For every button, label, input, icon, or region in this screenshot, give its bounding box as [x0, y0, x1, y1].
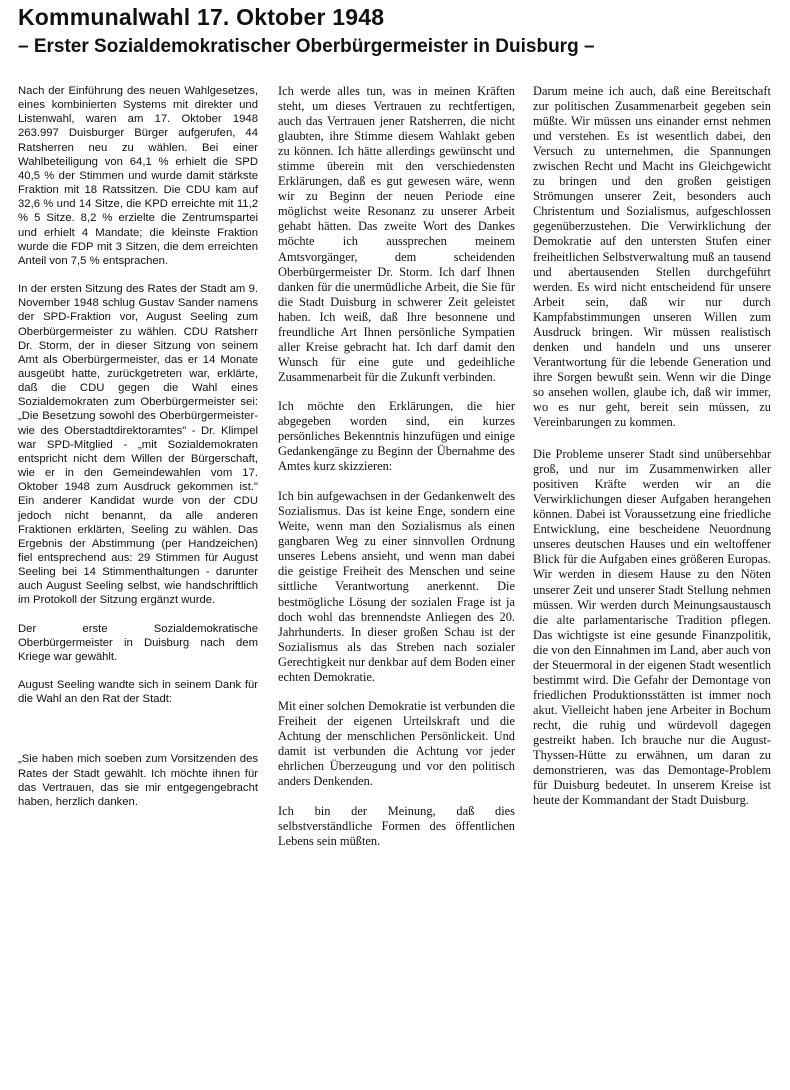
- column-3: [533, 84, 771, 808]
- paragraph-election-results: Nach der Einführung des neuen Wahlgesetzes, eines kombinierten Systems mit direkter und Listenwahl, waren am 17. Oktober 1948 263.997 Duisburger Bürger aufgerufen, 44 Ratsherren neu zu wählen. Bei einer Wahlbeteiligung von 64,1 % erhielt die SPD 40,5 % der Stimmen und wurde damit stärkste Fraktion mit 18 Ratssitzen. Die CDU kam auf 32,6 % und 14 Sitze, die KPD erreichte mit 11,2 % 5 Sitze. 8,2 % erzielte die Zentrumspartei und erhielt 4 Mandate; die kleinste Fraktion wurde die FDP mit 3 Sitzen, die dem erreichten Anteil von 7,5 % entsprachen.: [18, 85, 258, 267]
- paragraph-first-session: In der ersten Sitzung des Rates der Stadt am 9. November 1948 schlug Gustav Sander namens der SPD-Fraktion vor, August Seeling zum Oberbürgermeister zu wählen. CDU Ratsherr Dr. Storm, der in dieser Sitzung von seinem Amt als Oberbürgermeister, das er 14 Monate ausgeübt hatte, zurückgetreten war, erklärte, daß die CDU gegen die Wahl eines Sozialdemokraten zum Oberbürgermeister sei: „Die Besetzung sowohl des Oberbürgermeister- wie des Oberstadtdirektoramtes" - Dr. Klimpel war SPD-Mitglied - „mit Sozialdemokraten entspricht nicht dem Willen der Bürgerschaft, wie er in den Gemeindewahlen vom 17. Oktober 1948 zum Ausdruck gekommen ist." Ein anderer Kandidat wurde von der CDU jedoch nicht benannt, da alle anderen Fraktionen erklärten, Seeling zu wählen. Das Ergebnis der Abstimmung (per Handzeichen) fiel entsprechend aus: 29 Stimmen für August Seeling bei 14 Stimmenthaltungen - darunter auch August Seeling selbst, wie handschriftlich im Protokoll der Sitzung ergänzt wurde.: [18, 283, 258, 607]
- paragraph-speech-cooperation: Darum meine ich auch, daß eine Bereitschaft zur politischen Zusammenarbeit gegeben sein müßte. Wir müssen uns einander ernst nehmen und verstehen. Es ist wesentlich dabei, den Versuch zu unternehmen, die Spannungen zwischen Recht und Macht ins Gleichgewicht zu bringen und den großen geistigen Strömungen unserer Zeit, besonders auch Christentum und Sozialismus, aufgeschlossen gegenüberzustehen. Die Verwirklichung der Demokratie auf den untersten Stufen einer freiheitlichen Selbstverwaltung muß an tausend und abertausenden Stellen durchgeführt werden. Es wird nicht entscheidend für unsere Arbeit sein, daß wir nur durch Kampfabstimmungen unseren Willen zum Ausdruck bringen. Wir müssen realistisch denken und handeln und uns unserer Verantwortung für die lebende Generation und ihre Sorgen bewußt sein. Wenn wir die Dinge so ansehen wollen, glaube ich, daß wir immer, wo es nur geht, bereit sein müssen, zu Vereinbarungen zu kommen.: [533, 84, 771, 430]
- article-title: Kommunalwahl 17. Oktober 1948: [18, 4, 385, 30]
- paragraph-speech-start: „Sie haben mich soeben zum Vorsitzenden des Rates der Stadt gewählt. Ich möchte ihnen für das Vertrauen, das sie mir entgegengebracht haben, herzlich danken.: [18, 753, 258, 808]
- article-subtitle: – Erster Sozialdemokratischer Oberbürgermeister in Duisburg –: [18, 36, 595, 57]
- paragraph-speech-problems: Die Probleme unserer Stadt sind unübersehbar groß, und nur im Zusammenwirken aller positiven Kräfte werden wir an die Verwirklichungen dieser Aufgaben herangehen können. Dabei ist Voraussetzung eine friedliche Entwicklung, eine bescheidene Neuordnung unseres deutschen Hauses und ein weltoffener Blick für die Aufgaben eines größeren Europas. Wir werden in diesem Hause zu den Nöten unserer Zeit und unserer Stadt Stellung nehmen müssen. Wir werden durch Meinungsaustausch die alte parlamentarische Tradition pflegen. Das wichtigste ist eine gesunde Finanzpolitik, die von den Einnahmen im Land, aber auch von der Steuermoral in der eigenen Stadt wesentlich bestimmt wird. Die Gefahr der Demontage von friedlichen Produktionsstätten ist immer noch akut. Vielleicht haben jene Arbeiter in Bochum recht, die ruhig und würdevoll dagegen gestreikt haben. Ich brauche nur die August-Thyssen-Hütte zu erwähnen, um daran zu demonstrieren, was das Demontage-Problem für Duisburg bedeutet. In unserem Kreise ist heute der Kommandant der Stadt Duisburg.: [533, 447, 771, 808]
- paragraph-speech-trust: Ich werde alles tun, was in meinen Kräften steht, um dieses Vertrauen zu rechtfertigen, auch das Vertrauen jener Ratsherren, die nicht glaubten, ihre Stimme diesem Wahlakt geben zu können. Ich hätte allerdings gewünscht und stimme überein mit den verschiedensten Erklärungen, daß es gut gewesen wäre, wenn wir zu Beginn der neuen Periode eine möglichst weite Resonanz zu unserer Arbeit gehabt hätten. Das zweite Wort des Dankes möchte ich aussprechen meinem Amtsvorgänger, dem scheidenden Oberbürgermeister Dr. Storm. Ich darf Ihnen danken für die unermüdliche Arbeit, die Sie für die Stadt Duisburg in schwerer Zeit geleistet haben. Ich weiß, daß Ihre besonnene und freundliche Art Ihnen persönliche Sympatien aller Kreise gebracht hat. Ich darf damit den Wunsch für eine gute und gedeihliche Zusammenarbeit für die Zukunft verbinden.: [278, 84, 515, 384]
- paragraph-speech-socialism: Ich bin aufgewachsen in der Gedankenwelt des Sozialismus. Das ist keine Enge, sondern eine Weite, wenn man den Sozialismus als einen gangbaren Weg zu einer sinnvollen Ordnung unseres Lebens ansieht, und wenn man dabei die geistige Freiheit des Menschen und seine sittliche Verantwortung anerkennt. Die bestmögliche Lösung der sozialen Frage ist ja doch wohl das brennendste Anliegen des 20. Jahrhunderts. In dieser großen Schau ist der Sozialismus als das Streben nach sozialer Gerechtigkeit nur denkbar auf dem Boden einer echten Demokratie.: [278, 489, 515, 684]
- paragraph-thanks-intro: August Seeling wandte sich in seinem Dank für die Wahl an den Rat der Stadt:: [18, 679, 258, 706]
- paragraph-speech-confession: Ich möchte den Erklärungen, die hier abgegeben worden sind, ein kurzes persönliches Bekenntnis hinzufügen und einige Gedankengänge zu Beginn der Übernahme des Amtes kurz skizzieren:: [278, 398, 515, 474]
- paragraph-elected: Der erste Sozialdemokratische Oberbürgermeister in Duisburg nach dem Kriege war gewählt.: [18, 622, 258, 663]
- paragraph-speech-opinion: Ich bin der Meinung, daß dies selbstverständliche Formen des öffentlichen Lebens sein müßten.: [278, 804, 515, 849]
- column-2: [278, 84, 515, 849]
- paragraph-speech-democracy: Mit einer solchen Demokratie ist verbunden die Freiheit der eigenen Urteilskraft und die Achtung der menschlichen Persönlickeit. Und damit ist verbunden die Achtung vor jeder ehrlichen Überzeugung und vor den politisch anders Denkenden.: [278, 698, 515, 789]
- column-1: [18, 84, 258, 809]
